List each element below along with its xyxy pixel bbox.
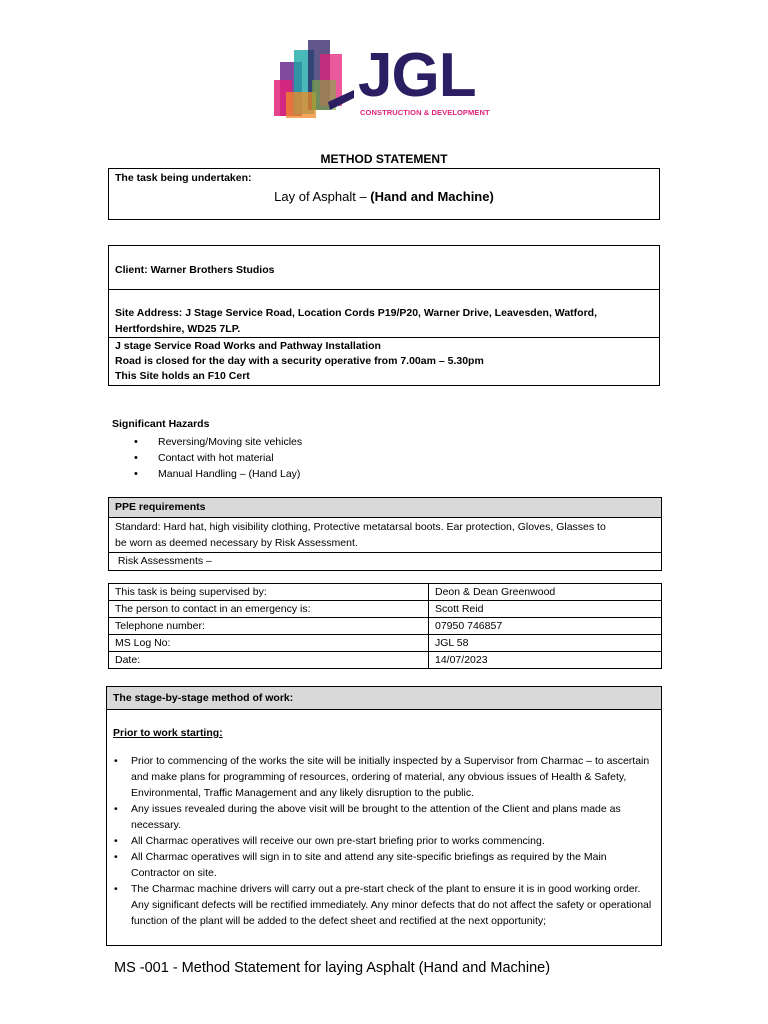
- info-value: Scott Reid: [429, 601, 662, 618]
- ppe-table: [108, 497, 662, 571]
- ppe-header: PPE requirements: [109, 498, 662, 518]
- site-notes-row: [109, 338, 659, 385]
- list-item: • All Charmac operatives will sign in to site and attend any site-specific briefings as required by the Main Contractor on site.: [107, 849, 661, 881]
- page-footer: MS -001 - Method Statement for laying Asphalt (Hand and Machine): [114, 960, 551, 976]
- risk-assessments: Risk Assessments –: [109, 553, 662, 571]
- method-subheading: Prior to work starting:: [113, 727, 223, 739]
- address-row: [109, 290, 659, 338]
- info-value: 14/07/2023: [429, 652, 662, 669]
- task-label: The task being undertaken:: [115, 172, 252, 184]
- site-note: J stage Service Road Works and Pathway Installation: [115, 340, 381, 352]
- info-label: MS Log No:: [109, 635, 429, 652]
- task-value-plain: Lay of Asphalt –: [274, 189, 371, 204]
- list-item: • Prior to commencing of the works the site will be initially inspected by a Supervisor from Charmac – to ascertain and make plans for programming of resources, ordering of material, any obvious issues of Health & Safety, Environmental, Traffic Management and any likely disruption to the public.: [107, 753, 661, 801]
- info-value: Deon & Dean Greenwood: [429, 584, 662, 601]
- ppe-standard-line-1: Standard: Hard hat, high visibility clothing, Protective metatarsal boots. Ear protection, Gloves, Glasses to: [115, 521, 606, 533]
- ppe-standard: [109, 518, 662, 553]
- table-row: [109, 652, 662, 669]
- ppe-standard-line-2: be worn as deemed necessary by Risk Assessment.: [115, 537, 358, 549]
- list-item: • All Charmac operatives will receive our own pre-start briefing prior to works commencing.: [107, 833, 661, 849]
- page-title: METHOD STATEMENT: [320, 152, 448, 166]
- list-item: • Any issues revealed during the above visit will be brought to the attention of the Client and plans made as necessary.: [107, 801, 661, 833]
- logo-mark-icon: [272, 36, 364, 128]
- task-value: [109, 189, 659, 204]
- site-note: This Site holds an F10 Cert: [115, 370, 250, 382]
- method-header: The stage-by-stage method of work:: [107, 687, 661, 710]
- task-value-bold: (Hand and Machine): [370, 189, 494, 204]
- list-item: • Contact with hot material: [112, 450, 302, 466]
- table-row: [109, 601, 662, 618]
- info-label: This task is being supervised by:: [109, 584, 429, 601]
- logo-wordmark: JGL: [358, 41, 476, 110]
- site-note: Road is closed for the day with a security operative from 7.00am – 5.30pm: [115, 355, 484, 367]
- list-item: • Manual Handling – (Hand Lay): [112, 466, 302, 482]
- jgl-logo: [272, 36, 502, 128]
- logo-tagline: CONSTRUCTION & DEVELOPMENT: [360, 108, 490, 117]
- info-label: The person to contact in an emergency is:: [109, 601, 429, 618]
- table-row: [109, 584, 662, 601]
- task-box: [108, 168, 660, 220]
- info-label: Date:: [109, 652, 429, 669]
- table-row: [109, 618, 662, 635]
- method-steps: [107, 753, 661, 929]
- list-item: • The Charmac machine drivers will carry out a pre-start check of the plant to ensure it is in good working order. Any significant defects will be rectified immediately. Any minor defects that do not affect the safety or operational function of the plant will be added to the defect sheet and rectified at the next opportunity;: [107, 881, 661, 929]
- client-row: [109, 246, 659, 290]
- client-text: Client: Warner Brothers Studios: [115, 264, 275, 276]
- list-item: • Reversing/Moving site vehicles: [112, 434, 302, 450]
- address-line-1: Site Address: J Stage Service Road, Location Cords P19/P20, Warner Drive, Leavesden, Watford,: [115, 307, 597, 319]
- info-value: 07950 746857: [429, 618, 662, 635]
- table-row: [109, 635, 662, 652]
- site-details-box: [108, 245, 660, 386]
- info-value: JGL 58: [429, 635, 662, 652]
- method-of-work-box: [106, 686, 662, 946]
- hazards-title: Significant Hazards: [112, 418, 210, 430]
- address-line-2: Hertfordshire, WD25 7LP.: [115, 323, 241, 335]
- info-label: Telephone number:: [109, 618, 429, 635]
- supervision-table: [108, 583, 662, 669]
- hazards-list: [112, 434, 302, 482]
